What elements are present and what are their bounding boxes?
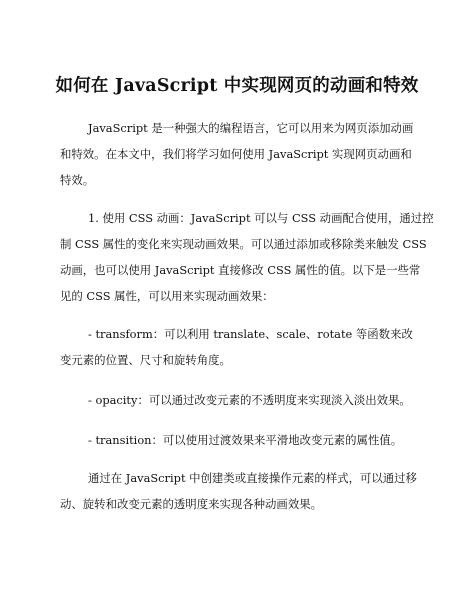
- paragraph-2-line-2: 制 CSS 属性的变化来实现动画效果。可以通过添加或移除类来触发 CSS: [60, 237, 427, 251]
- paragraph-3-line-1: 通过在 JavaScript 中创建类或直接操作元素的样式，可以通过移: [88, 471, 417, 485]
- bullet-transform-line-2: 变元素的位置、尺寸和旋转角度。: [60, 353, 231, 367]
- bullet-transform-line-1: - transform：可以利用 translate、scale、rotate 等函数来改: [88, 327, 413, 341]
- paragraph-1-line-1: JavaScript 是一种强大的编程语言，它可以用来为网页添加动画: [88, 121, 414, 135]
- paragraph-1-line-2: 和特效。在本文中，我们将学习如何使用 JavaScript 实现网页动画和: [60, 147, 412, 161]
- bullet-opacity: - opacity：可以通过改变元素的不透明度来实现淡入淡出效果。: [88, 393, 411, 407]
- document-title: 如何在 JavaScript 中实现网页的动画和特效: [55, 76, 419, 96]
- paragraph-2-line-4: 见的 CSS 属性，可以用来实现动画效果：: [60, 289, 274, 303]
- paragraph-2-line-3: 动画，也可以使用 JavaScript 直接修改 CSS 属性的值。以下是一些常: [60, 263, 421, 277]
- paragraph-3-line-2: 动、旋转和改变元素的透明度来实现各种动画效果。: [60, 497, 322, 511]
- paragraph-1-line-3: 特效。: [60, 173, 95, 187]
- bullet-transition: - transition：可以使用过渡效果来平滑地改变元素的属性值。: [88, 433, 403, 447]
- paragraph-2-line-1: 1. 使用 CSS 动画：JavaScript 可以与 CSS 动画配合使用，通过控: [88, 211, 434, 225]
